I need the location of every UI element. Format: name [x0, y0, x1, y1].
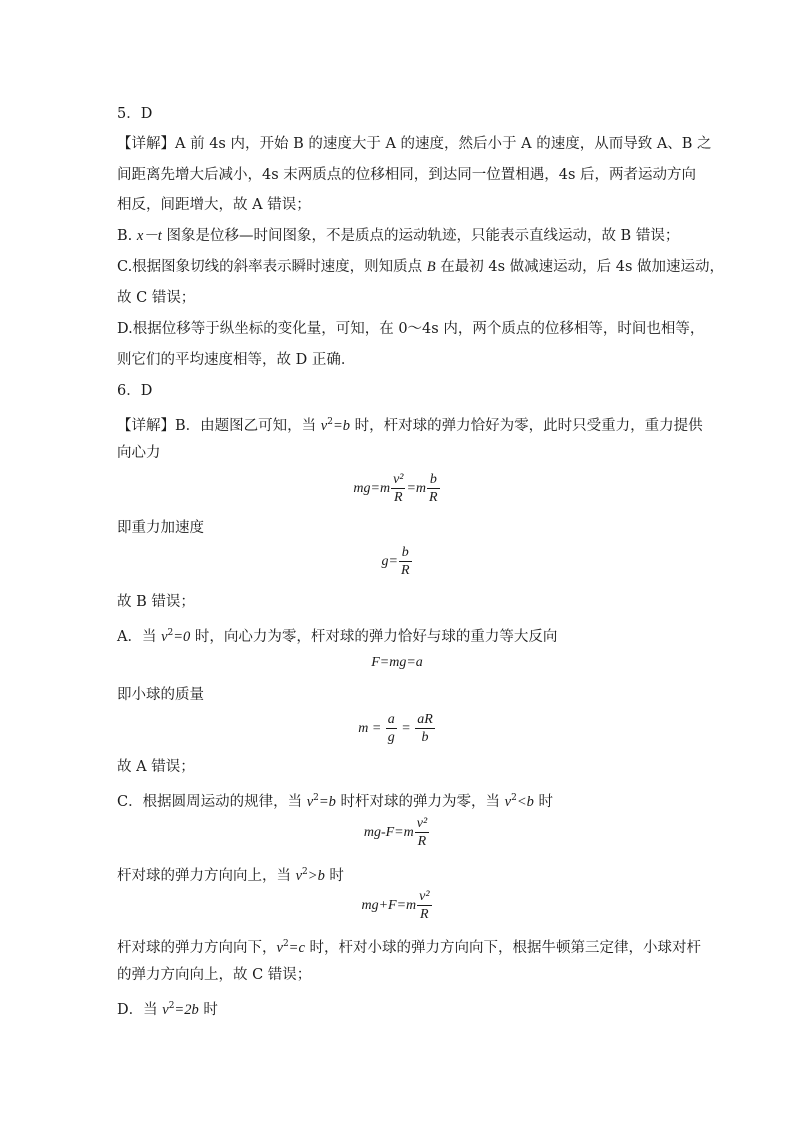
text-run: 在最初 4s 做减速运动，后 4s 做加速运动， — [435, 259, 725, 275]
denominator: b — [421, 730, 429, 745]
superscript: 2 — [168, 1001, 175, 1011]
explanation-6-line-4: 故 B 错误； — [117, 594, 195, 610]
math-variable: v — [306, 793, 314, 810]
explanation-5-option-b — [117, 226, 679, 246]
math-variable: =2b — [174, 1001, 199, 1018]
math-variable: v — [162, 1001, 169, 1018]
fraction — [415, 816, 429, 850]
formula-mg-plus-f — [0, 889, 794, 923]
explanation-5-option-d: D.根据位移等于纵坐标的变化量，可知，在 0～4s 内，两个质点的位移相等，时间也相等， — [117, 321, 705, 337]
text-run: 时 — [533, 793, 553, 810]
formula-text: g= — [381, 554, 398, 569]
superscript: 2 — [302, 867, 308, 877]
fraction — [386, 712, 397, 746]
text-run: B. — [117, 228, 137, 244]
text-run: 杆对球的弹力方向向上，当 — [117, 867, 296, 884]
numerator: aR — [417, 712, 433, 727]
text-run: 时，向心力为零，杆对球的弹力恰好与球的重力等大反向 — [190, 628, 558, 645]
numerator: v² — [419, 889, 430, 904]
explanation-6-option-c — [117, 788, 553, 812]
formula-centripetal-gravity — [0, 472, 794, 506]
denominator: R — [417, 834, 427, 849]
math-variable: =0 — [173, 628, 191, 645]
math-variable: v — [320, 417, 328, 434]
math-variable: x－t — [136, 228, 162, 244]
denominator: g — [387, 730, 395, 745]
superscript: 2 — [313, 793, 319, 803]
math-variable: B — [426, 259, 436, 275]
denominator: R — [420, 907, 429, 922]
text-run: 时 — [324, 867, 344, 884]
formula-text: mg-F=m — [363, 825, 414, 840]
superscript: 2 — [282, 939, 289, 949]
explanation-6-line-9: 的弹力方向向上，故 C 错误； — [117, 967, 312, 983]
denominator: R — [429, 490, 438, 505]
fraction — [427, 472, 440, 506]
text-run: C．根据圆周运动的规律，当 — [117, 793, 307, 810]
math-variable: v — [161, 628, 168, 645]
text-run: C.根据图象切线的斜率表示瞬时速度，则知质点 — [117, 259, 427, 275]
explanation-6-line-5: 即小球的质量 — [117, 687, 204, 703]
explanation-6-line-7 — [117, 862, 344, 886]
formula-text: =m — [406, 481, 427, 496]
text-run: 图象是位移—时间图象，不是质点的运动轨迹，只能表示直线运动，故 B 错误； — [161, 228, 680, 244]
math-variable: =b — [318, 793, 336, 810]
superscript: 2 — [167, 628, 174, 638]
math-variable: =c — [288, 939, 305, 956]
explanation-5-line-2: 间距离先增大后减小，4s 末两质点的位移相同，到达同一位置相遇，4s 后，两者运动方向 — [117, 167, 697, 183]
explanation-6-line-1 — [117, 412, 703, 436]
numerator: a — [387, 712, 395, 727]
numerator: b — [427, 472, 440, 489]
math-variable: <b — [516, 793, 534, 810]
denominator: R — [393, 490, 403, 505]
text-run: A．当 — [117, 628, 162, 645]
denominator: R — [400, 563, 410, 578]
numerator: v² — [416, 816, 428, 831]
fraction — [417, 889, 431, 923]
math-variable: =b — [332, 417, 350, 434]
math-variable: >b — [307, 867, 325, 884]
text-run: 时，杆对小球的弹力方向向下，根据牛顿第三定律，小球对杆 — [304, 939, 702, 956]
text-run: 时杆对球的弹力为零，当 — [335, 793, 505, 810]
fraction — [391, 472, 405, 506]
numerator: b — [399, 545, 412, 562]
formula-mg-minus-f — [0, 816, 794, 850]
superscript: 2 — [327, 417, 333, 427]
explanation-5-line-1: 【详解】A 前 4s 内，开始 B 的速度大于 A 的速度，然后小于 A 的速度，从而导致 A、B 之 — [117, 136, 712, 152]
math-variable: v — [504, 793, 512, 810]
formula-force-equals-a: F=mg=a — [371, 655, 423, 670]
explanation-5-option-d-cont: 则它们的平均速度相等，故 D 正确． — [117, 352, 356, 368]
text-run: D．当 — [117, 1001, 163, 1018]
answer-6-heading: 6．D — [117, 383, 153, 399]
explanation-6-line-2: 向心力 — [117, 445, 161, 461]
text-run: 时，杆对球的弹力恰好为零，此时只受重力，重力提供 — [349, 417, 703, 434]
answer-5-heading: 5．D — [117, 106, 153, 122]
text-run: 杆对球的弹力方向向下， — [117, 939, 277, 956]
math-variable: v — [295, 867, 303, 884]
formula-gravity-acceleration — [0, 545, 794, 579]
numerator: v² — [393, 472, 404, 487]
explanation-6-option-d — [117, 996, 218, 1020]
explanation-5-option-c-cont: 故 C 错误； — [117, 290, 196, 306]
formula-text: m = — [358, 721, 385, 736]
formula-text: mg=m — [353, 481, 391, 496]
text-run: 时 — [198, 1001, 218, 1018]
explanation-5-option-c — [117, 257, 724, 277]
fraction — [399, 545, 412, 579]
explanation-6-line-8 — [117, 934, 701, 958]
formula-text: = — [397, 721, 415, 736]
explanation-6-line-3: 即重力加速度 — [117, 520, 204, 536]
math-variable: v — [276, 939, 283, 956]
explanation-5-line-3: 相反，间距增大，故 A 错误； — [117, 197, 311, 213]
text-run: 【详解】B．由题图乙可知，当 — [117, 417, 321, 434]
superscript: 2 — [511, 793, 517, 803]
formula-text: mg+F=m — [361, 898, 417, 913]
fraction — [415, 712, 435, 746]
explanation-6-option-a — [117, 623, 557, 647]
explanation-6-line-6: 故 A 错误； — [117, 759, 195, 775]
formula-ball-mass — [0, 712, 794, 746]
